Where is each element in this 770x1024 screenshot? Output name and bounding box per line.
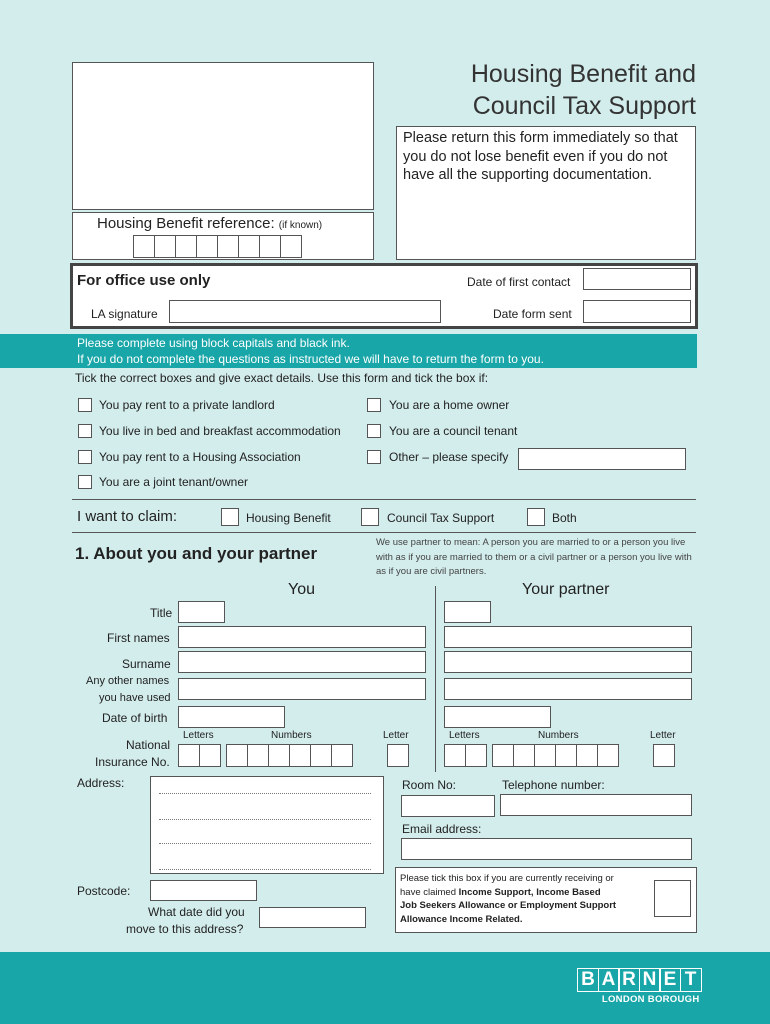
council-tenant-checkbox[interactable]	[367, 424, 381, 438]
la-signature-label: LA signature	[91, 307, 158, 321]
return-notice-box	[396, 126, 696, 260]
column-divider	[435, 586, 436, 772]
title-line-2: Council Tax Support	[472, 92, 696, 120]
instruction-line-1: Please complete using block capitals and black ink.	[77, 336, 350, 350]
partner-ni-letter-label: Letter	[650, 730, 676, 741]
you-ni-letters-input[interactable]	[178, 744, 221, 767]
you-ni-letters-label: Letters	[183, 730, 214, 741]
other-checkbox[interactable]	[367, 450, 381, 464]
partner-column-heading: Your partner	[522, 581, 610, 598]
joint-tenant-label: You are a joint tenant/owner	[99, 475, 248, 489]
you-ni-numbers-input[interactable]	[226, 744, 353, 767]
telephone-label: Telephone number:	[502, 778, 605, 792]
logo-letter: A	[598, 968, 620, 992]
you-title-field[interactable]	[178, 601, 225, 623]
both-checkbox[interactable]	[527, 508, 545, 526]
hb-reference-hint: (if known)	[278, 220, 323, 231]
you-ni-numbers-label: Numbers	[271, 730, 312, 741]
income-note-line-3: Job Seekers Allowance or Employment Support	[400, 900, 617, 911]
other-names-label-1: Any other names	[86, 675, 170, 687]
partner-surname-field[interactable]	[444, 651, 692, 673]
date-first-contact-field[interactable]	[583, 268, 691, 290]
private-landlord-checkbox[interactable]	[78, 398, 92, 412]
you-surname-field[interactable]	[178, 651, 426, 673]
partner-ni-letters-label: Letters	[449, 730, 480, 741]
logo-letter: R	[618, 968, 640, 992]
you-dob-field[interactable]	[178, 706, 285, 728]
home-owner-label: You are a home owner	[389, 398, 510, 412]
divider-2	[72, 532, 696, 533]
logo-letter: T	[680, 968, 702, 992]
partner-ni-numbers-input[interactable]	[492, 744, 619, 767]
move-date-field[interactable]	[259, 907, 366, 928]
address-field[interactable]	[150, 776, 384, 874]
hb-reference-label: Housing Benefit reference:	[97, 215, 275, 232]
logo-letter: B	[577, 968, 599, 992]
partner-first-names-field[interactable]	[444, 626, 692, 648]
telephone-field[interactable]	[500, 794, 692, 816]
first-names-label: First names	[107, 631, 170, 645]
ni-label-1: National	[126, 738, 171, 752]
you-ni-letter-label: Letter	[383, 730, 409, 741]
room-no-field[interactable]	[401, 795, 495, 817]
council-tenant-label: You are a council tenant	[389, 424, 518, 438]
hb-reference-input[interactable]	[133, 235, 302, 258]
housing-association-checkbox[interactable]	[78, 450, 92, 464]
you-other-names-field[interactable]	[178, 678, 426, 700]
date-first-contact-label: Date of first contact	[467, 275, 571, 289]
london-borough-text: LONDON BOROUGH	[601, 994, 700, 1005]
home-owner-checkbox[interactable]	[367, 398, 381, 412]
income-note-line-4: Allowance Income Related.	[400, 913, 523, 925]
postcode-field[interactable]	[150, 880, 257, 901]
partner-other-names-field[interactable]	[444, 678, 692, 700]
ni-label-2: Insurance No.	[95, 755, 170, 769]
council-tax-support-label: Council Tax Support	[387, 511, 495, 525]
section-1-title: 1. About you and your partner	[75, 544, 318, 563]
other-label: Other – please specify	[389, 450, 509, 464]
email-field[interactable]	[401, 838, 692, 860]
hb-reference-panel	[72, 212, 374, 260]
room-no-label: Room No:	[402, 778, 457, 792]
both-label: Both	[552, 511, 577, 525]
divider-1	[72, 499, 696, 500]
address-label: Address:	[77, 776, 125, 790]
logo-photo-area	[72, 62, 374, 210]
instruction-line-2: If you do not complete the questions as instructed we will have to return the form to you.	[77, 352, 544, 366]
partner-title-field[interactable]	[444, 601, 491, 623]
partner-definition: We use partner to mean: A person you are married to or a person you live with as if you are married to them or a civil partner or a person you live with as if you are civil partners.	[376, 537, 692, 577]
date-form-sent-field[interactable]	[583, 300, 691, 323]
instructions-banner	[0, 334, 697, 368]
claim-label: I want to claim:	[77, 508, 178, 525]
dob-label: Date of birth	[102, 711, 168, 725]
tick-intro-text: Tick the correct boxes and give exact details. Use this form and tick the box if:	[75, 371, 489, 385]
housing-benefit-label: Housing Benefit	[246, 511, 331, 525]
email-label: Email address:	[402, 822, 482, 836]
you-ni-letter-input[interactable]	[387, 744, 409, 767]
title-field-label: Title	[150, 606, 173, 620]
partner-dob-field[interactable]	[444, 706, 551, 728]
logo-letter: E	[659, 968, 681, 992]
housing-association-label: You pay rent to a Housing Association	[99, 450, 301, 464]
income-note-line-1: Please tick this box if you are currently receiving or	[400, 873, 614, 884]
income-note-line-2b: Income Support, Income Based	[458, 886, 601, 898]
form-title	[396, 58, 696, 122]
partner-ni-letter-input[interactable]	[653, 744, 675, 767]
partner-ni-numbers-label: Numbers	[538, 730, 579, 741]
council-tax-support-checkbox[interactable]	[361, 508, 379, 526]
income-benefits-checkbox[interactable]	[654, 880, 691, 917]
date-form-sent-label: Date form sent	[493, 307, 572, 321]
bed-breakfast-label: You live in bed and breakfast accommodation	[99, 424, 341, 438]
private-landlord-label: You pay rent to a private landlord	[99, 398, 275, 412]
move-date-label-2: move to this address?	[126, 922, 244, 936]
barnet-logo	[577, 968, 702, 1005]
la-signature-field[interactable]	[169, 300, 441, 323]
surname-label: Surname	[122, 657, 171, 671]
you-column-heading: You	[288, 581, 315, 598]
partner-ni-letters-input[interactable]	[444, 744, 487, 767]
housing-benefit-checkbox[interactable]	[221, 508, 239, 526]
income-note-line-2: have claimed	[400, 886, 459, 898]
logo-letter: N	[639, 968, 661, 992]
bed-breakfast-checkbox[interactable]	[78, 424, 92, 438]
move-date-label-1: What date did you	[148, 905, 245, 919]
office-use-title: For office use only	[77, 272, 211, 289]
other-specify-field[interactable]	[518, 448, 686, 470]
title-line-1: Housing Benefit and	[470, 60, 696, 88]
other-names-label-2: you have used	[99, 692, 171, 704]
joint-tenant-checkbox[interactable]	[78, 475, 92, 489]
return-notice-text: Please return this form immediately so that you do not lose benefit even if you do not have all the supporting documentation.	[403, 130, 678, 183]
income-benefits-panel	[395, 867, 697, 933]
postcode-label: Postcode:	[77, 884, 131, 898]
you-first-names-field[interactable]	[178, 626, 426, 648]
